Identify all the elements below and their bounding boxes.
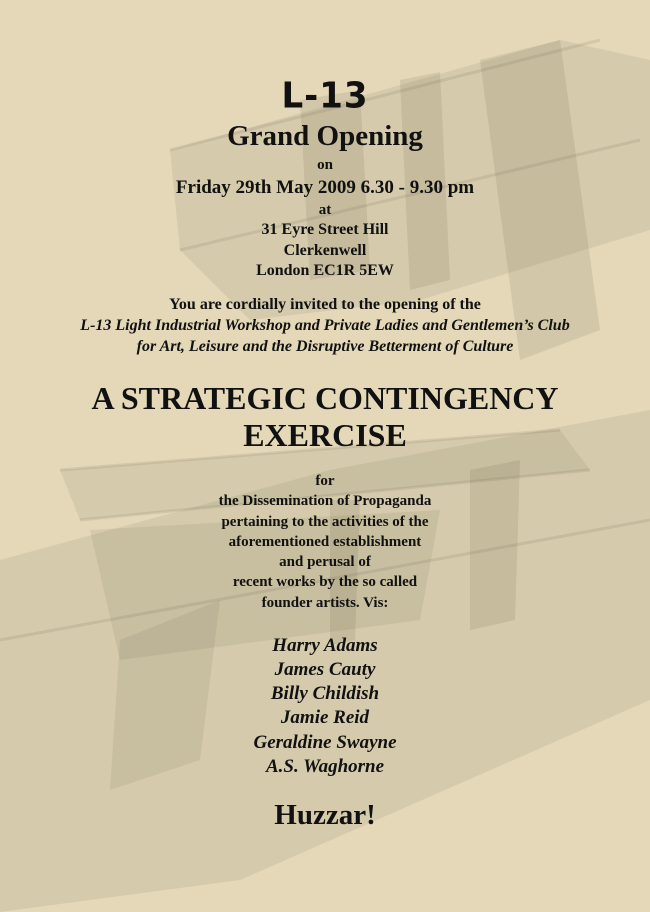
body-line: for [315, 473, 335, 489]
headline: EXERCISE [243, 417, 407, 453]
on-connector: on [317, 157, 333, 173]
artist-name: James Cauty [274, 659, 376, 680]
event-title: Grand Opening [227, 120, 423, 152]
artist-name: Geraldine Swayne [253, 732, 397, 753]
logo: L-13 [281, 75, 369, 117]
headline: A STRATEGIC CONTINGENCY [91, 380, 559, 416]
artist-name: Jamie Reid [280, 707, 370, 728]
address-line: 31 Eyre Street Hill [261, 221, 389, 238]
artist-name: Harry Adams [272, 635, 378, 656]
artist-name: Billy Childish [270, 683, 380, 704]
artist-name: A.S. Waghorne [265, 756, 385, 777]
address-line: London EC1R 5EW [256, 262, 394, 279]
body-line: the Dissemination of Propaganda [218, 493, 432, 509]
closing-exclamation: Huzzar! [274, 799, 376, 831]
body-line: pertaining to the activities of the [221, 514, 429, 530]
invitation-intro: You are cordially invited to the opening of the [169, 296, 481, 313]
body-line: and perusal of [279, 554, 371, 570]
at-connector: at [318, 202, 332, 218]
body-line: recent works by the so called [232, 574, 418, 590]
body-line: founder artists. Vis: [261, 595, 389, 611]
address-line: Clerkenwell [283, 242, 367, 259]
event-date-time: Friday 29th May 2009 6.30 - 9.30 pm [175, 177, 475, 198]
club-name-line: L-13 Light Industrial Workshop and Private Ladies and Gentlemen’s Club [80, 317, 570, 334]
club-name-line: for Art, Leisure and the Disruptive Betterment of Culture [136, 338, 514, 355]
body-line: aforementioned establishment [228, 534, 422, 550]
